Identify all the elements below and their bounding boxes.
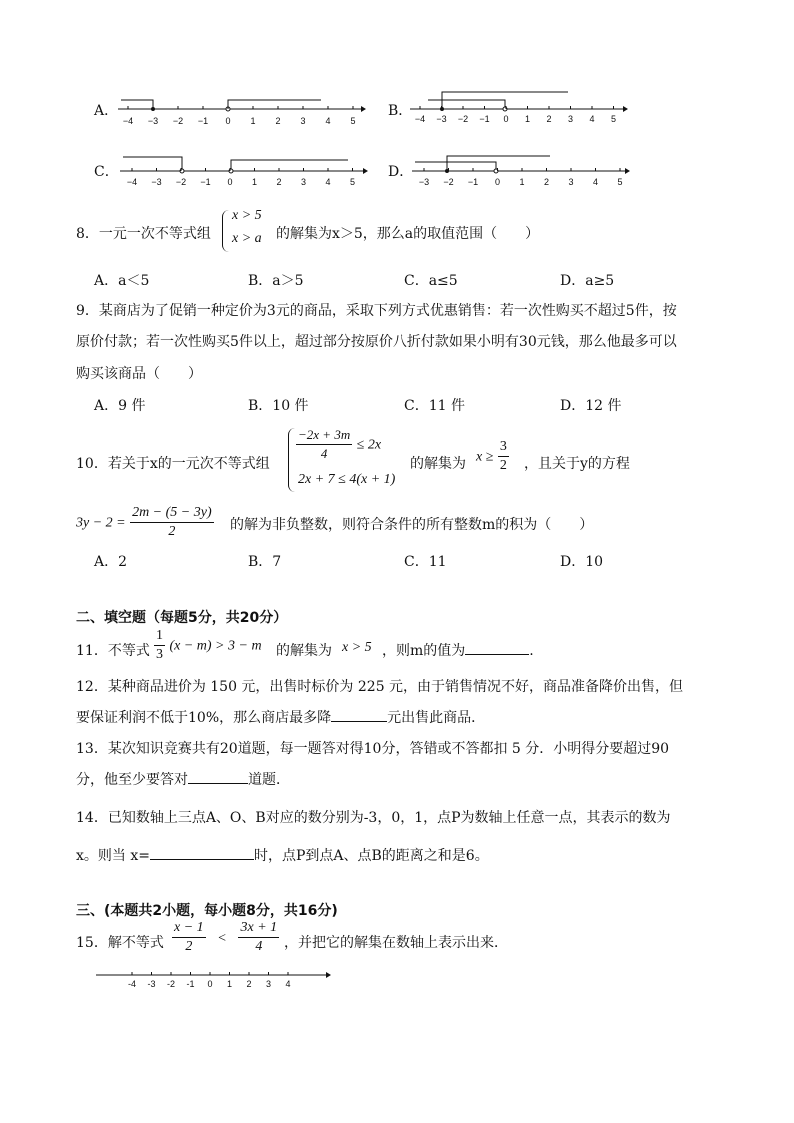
q11-expression [154, 627, 262, 664]
q7-option-c-label: C． [94, 164, 119, 180]
q15-numberline [94, 968, 334, 996]
q10-eq2: 2x + 7 ≤ 4(x + 1) [298, 472, 396, 487]
tick-label: −3 [418, 177, 430, 187]
q7-option-c-numberline [118, 152, 370, 192]
tick-label: 3 [265, 979, 272, 989]
q10-equation-numerator: 2m − (5 − 3y) [130, 504, 214, 523]
tick-label: -4 [127, 979, 137, 989]
tick-label: 1 [524, 114, 531, 124]
q8-option-d: D．a≥5 [560, 273, 615, 289]
tick-label: 0 [225, 116, 231, 126]
q13-line2 [76, 769, 290, 789]
q8-prefix: 8．一元一次不等式组 [76, 226, 211, 242]
tick-label: −1 [467, 177, 479, 187]
section-2-title: 二、填空题（每题5分，共20分） [76, 610, 288, 626]
tick-label: 3 [300, 116, 306, 126]
q15-left-numerator: x − 1 [172, 919, 206, 938]
section-3-title: 三、(本题共2小题，每小题8分，共16分) [76, 903, 338, 919]
q11-answer-blank[interactable] [465, 654, 529, 655]
q15-left-denominator: 2 [185, 939, 193, 954]
q12-line2-b: 元出售此商品． [387, 710, 486, 726]
q7-option-d-numberline [410, 150, 632, 192]
q11-end: . [529, 643, 534, 659]
q7-option-d-label: D． [388, 164, 414, 180]
q10-option-d: D．10 [560, 554, 604, 570]
q15-prefix: 15．解不等式 [76, 935, 164, 951]
tick-label: 3 [567, 114, 574, 124]
q8-brace [222, 210, 229, 252]
q8-eq1: x > 5 [232, 208, 262, 223]
q15-right-denominator: 4 [255, 939, 263, 954]
tick-label: −1 [200, 177, 211, 187]
q7-option-b-label: B． [388, 103, 413, 119]
tick-label: 3 [300, 177, 307, 187]
tick-label: 4 [589, 114, 595, 124]
tick-label: −3 [151, 177, 162, 187]
tick-label: 3 [568, 177, 574, 187]
q14-line1: 14．已知数轴上三点A、O、B对应的数分别为-3，0，1，点P为数轴上任意一点，其表示的数为 [76, 810, 671, 826]
tick-label: −2 [172, 116, 184, 126]
q10-eq1 [296, 426, 381, 463]
q10-solution-var: x ≥ [476, 449, 494, 465]
tick-label: −2 [457, 114, 469, 124]
q8-suffix: 的解集为x＞5，那么a的取值范围（ ） [276, 226, 540, 242]
q11-prefix: 11．不等式 [76, 643, 150, 659]
q15-relation: < [218, 930, 227, 946]
q8-eq2: x > a [232, 231, 262, 246]
tick-label: −1 [479, 114, 490, 124]
q15-right-numerator: 3x + 1 [238, 919, 279, 938]
tick-label: 5 [350, 116, 356, 126]
q9-option-d: D．12 件 [560, 398, 622, 414]
q13-line2-b: 道题． [248, 772, 290, 788]
q10-mid: 的解集为 [410, 456, 466, 472]
q7-option-a-numberline [116, 92, 366, 132]
tick-label: 0 [227, 177, 233, 187]
q9-option-c: C．11 件 [404, 398, 465, 414]
q12-line2-a: 要保证利润不低于10%，那么商店最多降 [76, 710, 332, 726]
tick-label: 5 [349, 177, 356, 187]
q10-equation-suffix: 的解为非负整数，则符合条件的所有整数m的积为（ ） [230, 517, 594, 533]
q14-line2-a: x。则当 x= [76, 848, 150, 864]
q9-option-a: A．9 件 [94, 398, 146, 414]
q11-denominator: 3 [156, 647, 163, 662]
q8-option-a: A．a＜5 [94, 273, 150, 289]
q13-line2-a: 分，他至少要答对 [76, 772, 188, 788]
q10-equation [76, 504, 214, 541]
q10-option-b: B．7 [248, 554, 282, 570]
q10-solution [476, 438, 509, 475]
tick-label: 1 [519, 177, 525, 187]
q7-option-a-label: A． [94, 103, 119, 119]
q13-answer-blank[interactable] [188, 783, 248, 784]
q12-line1: 12．某种商品进价为 150 元，出售时标价为 225 元，由于销售情况不好，商品准备降价出售，但 [76, 679, 684, 695]
tick-label: 0 [494, 177, 501, 187]
q11-expr: (x − m) > 3 − m [169, 638, 262, 654]
q10-option-a: A．2 [94, 554, 128, 570]
q11-numerator: 1 [154, 627, 165, 646]
tick-label: 5 [610, 114, 617, 124]
q12-answer-blank[interactable] [331, 721, 387, 722]
tick-label: −2 [443, 177, 454, 187]
q10-prefix: 10．若关于x的一元次不等式组 [76, 456, 270, 472]
q11-mid: 的解集为 [276, 643, 332, 659]
q13-line1: 13．某次知识竞赛共有20道题，每一题答对得10分，答错或不答都扣 5 分．小明得分要超过90 [76, 741, 670, 757]
tick-label: 4 [285, 979, 291, 989]
q9-line3: 购买该商品（ ） [76, 366, 202, 382]
q10-equation-denominator: 2 [168, 524, 176, 539]
tick-label: 4 [592, 177, 599, 187]
q8-option-c: C．a≤5 [404, 273, 458, 289]
q15-suffix: ，并把它的解集在数轴上表示出来． [284, 935, 508, 951]
q10-eq1-relation: ≤ 2x [356, 437, 382, 453]
q11-solution: x > 5 [342, 640, 372, 655]
q9-line2: 原价付款；若一次性购买5件以上，超过部分按原价八折付款如果小明有30元钱，那么他最多可以 [76, 334, 677, 350]
q10-solution-denominator: 2 [499, 458, 507, 473]
q10-eq1-numerator: −2x + 3m [296, 426, 352, 445]
q10-eq1-denominator: 4 [320, 446, 328, 461]
q11-suffix-text: ，则m的值为 [382, 643, 466, 659]
tick-label: 1 [251, 177, 258, 187]
tick-label: 4 [325, 116, 331, 126]
q11-suffix [382, 640, 534, 660]
q10-suffix: ，且关于y的方程 [524, 456, 630, 472]
tick-label: −4 [126, 177, 138, 187]
q10-solution-numerator: 3 [498, 438, 509, 457]
tick-label: −4 [122, 116, 134, 126]
tick-label: 0 [503, 114, 509, 124]
tick-label: −1 [197, 116, 209, 126]
tick-label: −2 [175, 177, 187, 187]
tick-label: −4 [414, 114, 426, 124]
q15-inequality [172, 919, 279, 956]
tick-label: 2 [246, 979, 252, 989]
q10-option-c: C．11 [404, 554, 447, 570]
tick-label: 2 [543, 177, 550, 187]
tick-label: 5 [617, 177, 623, 187]
q9-option-b: B．10 件 [248, 398, 309, 414]
tick-label: −3 [436, 114, 447, 124]
tick-label: 1 [250, 116, 256, 126]
q14-line2 [76, 845, 489, 865]
tick-label: -1 [186, 979, 195, 989]
tick-label: 2 [276, 177, 282, 187]
tick-label: 4 [325, 177, 331, 187]
q12-line2 [76, 707, 485, 727]
tick-label: −3 [147, 116, 159, 126]
q14-answer-blank[interactable] [150, 859, 254, 860]
q10-equation-left: 3y − 2 = [76, 515, 126, 531]
q10-brace [288, 428, 295, 492]
q9-line1: 9．某商店为了促销一种定价为3元的商品，采取下列方式优惠销售：若一次性购买不超过5件，按 [76, 303, 677, 319]
tick-label: 2 [275, 116, 281, 126]
q14-line2-b: 时，点P到点A、点B的距离之和是6。 [253, 848, 489, 864]
q7-option-b-numberline [408, 86, 630, 126]
tick-label: -3 [147, 979, 156, 989]
tick-label: -2 [166, 979, 176, 989]
q8-option-b: B．a＞5 [248, 273, 304, 289]
tick-label: 2 [546, 114, 552, 124]
tick-label: 0 [207, 979, 213, 989]
tick-label: 1 [226, 979, 233, 989]
